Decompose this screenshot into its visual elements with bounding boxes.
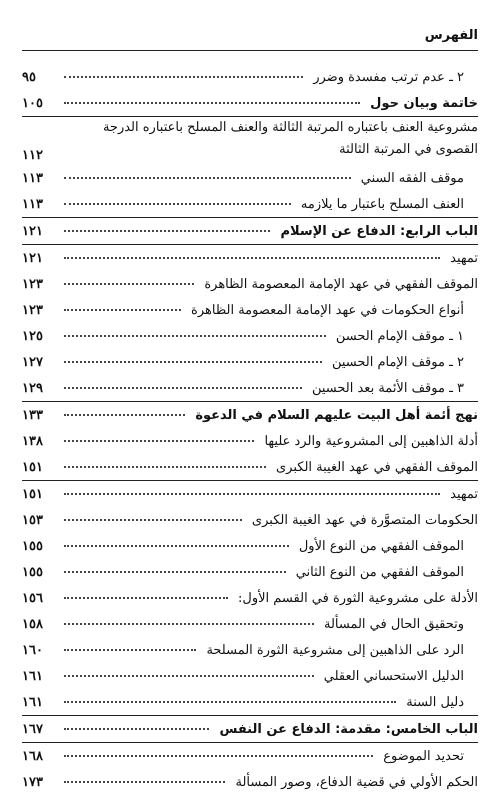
toc-entry-page: ١١٣ [22,170,43,186]
dot-leader [64,335,326,337]
toc-entry-title: وتحقيق الحال في المسألة [318,618,478,631]
dot-leader [64,203,291,205]
toc-entry [22,689,478,716]
toc-entry-page: ١٦١ [22,694,43,710]
toc-entry-title: موقف الفقه السني [355,172,478,185]
toc-entry-page: ١٣٨ [22,433,43,449]
toc-entry-title: خاتمة وبيان حول [364,97,478,110]
dot-leader [64,781,225,783]
toc-entry-title: مشروعية العنف باعتباره المرتبة الثالثة والعنف المسلح باعتباره الدرجة القصوى في المرتبة الثالثة [68,117,478,161]
toc-entry-page: ١٥٨ [22,616,43,632]
toc-entry-title: الحكم الأولي في قضية الدفاع، وصور المسألة [229,776,478,789]
dot-leader [64,755,373,757]
dot-leader [64,361,322,363]
toc-entry-title: الحكومات المتصوَّرة في عهد الغيبة الكبرى [246,514,478,527]
toc-entry-page: ١٥٦ [22,590,43,606]
dot-leader [64,440,254,442]
dot-leader [64,283,194,285]
toc-entry-page: ١٢٩ [22,380,43,396]
toc-entry [22,663,478,689]
toc-entry-page: ١٦٠ [22,642,43,658]
toc-entry-title: الدليل الاستحساني العقلي [318,670,478,683]
toc-entry-title: أنواع الحكومات في عهد الإمامة المعصومة الظاهرة [185,304,478,317]
toc-entry [22,611,478,637]
toc-entry-page: ١٢١ [22,223,43,239]
toc-entry-page: ١١٢ [22,148,43,163]
toc-entry-page: ١١٣ [22,196,43,212]
toc-entry [22,165,478,191]
page-header [22,28,478,51]
dot-leader [64,519,242,521]
toc-entry [22,191,478,218]
toc-entry-title: ١ ـ موقف الإمام الحسن‏ [330,330,478,343]
toc-entry-page: ١٧٣ [22,774,43,790]
toc-entry-page: ١٥١ [22,486,43,502]
toc-entry-page: ١٢١ [22,250,43,266]
toc-entry [22,637,478,663]
dot-leader [64,76,303,78]
toc-entry-title: أدلة الذاهبين إلى المشروعية والرد عليها [258,435,478,448]
toc-entry-title: تحديد الموضوع [377,750,478,763]
toc-entry-page: ١٠٥ [22,95,43,111]
toc-entry [22,428,478,454]
dot-leader [64,675,314,677]
dot-leader [64,728,209,730]
toc-entry-title: الباب الخامس: مقدمة: الدفاع عن النفس [213,723,478,736]
toc-entry-title: ٣ ـ موقف الأئمة بعد الحسين‏ [306,382,478,395]
dot-leader [64,230,270,232]
dot-leader [64,102,360,104]
toc-entry-title: الموقف الفقهي من النوع الثاني [290,566,478,579]
toc-entry-page: ١٥٥ [22,564,43,580]
toc-entry [22,349,478,375]
dot-leader [64,309,181,311]
toc-entry [22,533,478,559]
toc-entry [22,454,478,481]
toc-entry-title: العنف المسلح باعتبار ما يلازمه [295,198,478,211]
toc-entry-page: ١٦٨ [22,748,43,764]
toc-entry [22,716,478,743]
dot-leader [64,257,440,259]
toc-entry-title: الموقف الفقهي في عهد الغيبة الكبرى [270,461,478,474]
toc-entry-page: ١٣٣ [22,407,43,423]
toc-entry [22,585,478,611]
toc-entry [22,117,478,165]
toc-entry-page: ١٥٥ [22,538,43,554]
toc-entry-title: الرد على الذاهبين إلى مشروعية الثورة المسلحة [200,644,478,657]
toc-entry [22,64,478,90]
toc-entry-page: ١٦١ [22,668,43,684]
toc-entry-page: ١٢٣ [22,302,43,318]
dot-leader [64,571,286,573]
toc-entry-title: الموقف الفقهي من النوع الأول [293,540,478,553]
toc-entry-page: ١٢٧ [22,354,43,370]
toc-entry [22,402,478,428]
toc-entry [22,245,478,271]
toc-entry [22,375,478,402]
toc-entry-page: ١٦٧ [22,721,43,737]
toc-entry-page: ١٥٣ [22,512,43,528]
toc-entry [22,769,478,795]
toc-entry [22,271,478,297]
dot-leader [64,414,185,416]
toc-entry [22,559,478,585]
toc-entry [22,218,478,245]
toc-entry-title: ٢ ـ عدم ترتب مفسدة وضرر [307,71,478,84]
toc-entry-title: تمهيد [444,488,478,501]
dot-leader [64,597,228,599]
toc-entry [22,481,478,507]
dot-leader [64,387,302,389]
toc-entry-title: ٢ ـ موقف الإمام الحسين‏ [326,356,478,369]
toc-entry [22,297,478,323]
toc-entry [22,507,478,533]
toc-entry-page: ١٢٥ [22,328,43,344]
dot-leader [64,701,396,703]
header-title: الفهرس [424,28,478,43]
toc-entry [22,90,478,117]
toc-entry [22,743,478,769]
toc-entry-title: دليل السنة [400,696,478,709]
toc-entry-page: ١٥١ [22,459,43,475]
toc-entry-title: نهج أئمة أهل البيت عليهم السلام في الدعوة [189,409,478,422]
toc-entry-title: الباب الرابع: الدفاع عن الإسلام [274,225,478,238]
toc-entry-title: تمهيد [444,252,478,265]
dot-leader [64,493,440,495]
dot-leader [64,466,266,468]
toc-entry-title: الأدلة على مشروعية الثورة في القسم الأول: [232,592,478,605]
dot-leader [64,649,196,651]
dot-leader [64,177,351,179]
dot-leader [64,545,289,547]
toc-entry-page: ١٢٣ [22,276,43,292]
toc-entry-title: الموقف الفقهي في عهد الإمامة المعصومة الظاهرة [198,278,478,291]
toc-list [22,64,478,795]
dot-leader [64,623,314,625]
toc-entry [22,323,478,349]
toc-entry-page: ٩٥ [22,69,36,85]
